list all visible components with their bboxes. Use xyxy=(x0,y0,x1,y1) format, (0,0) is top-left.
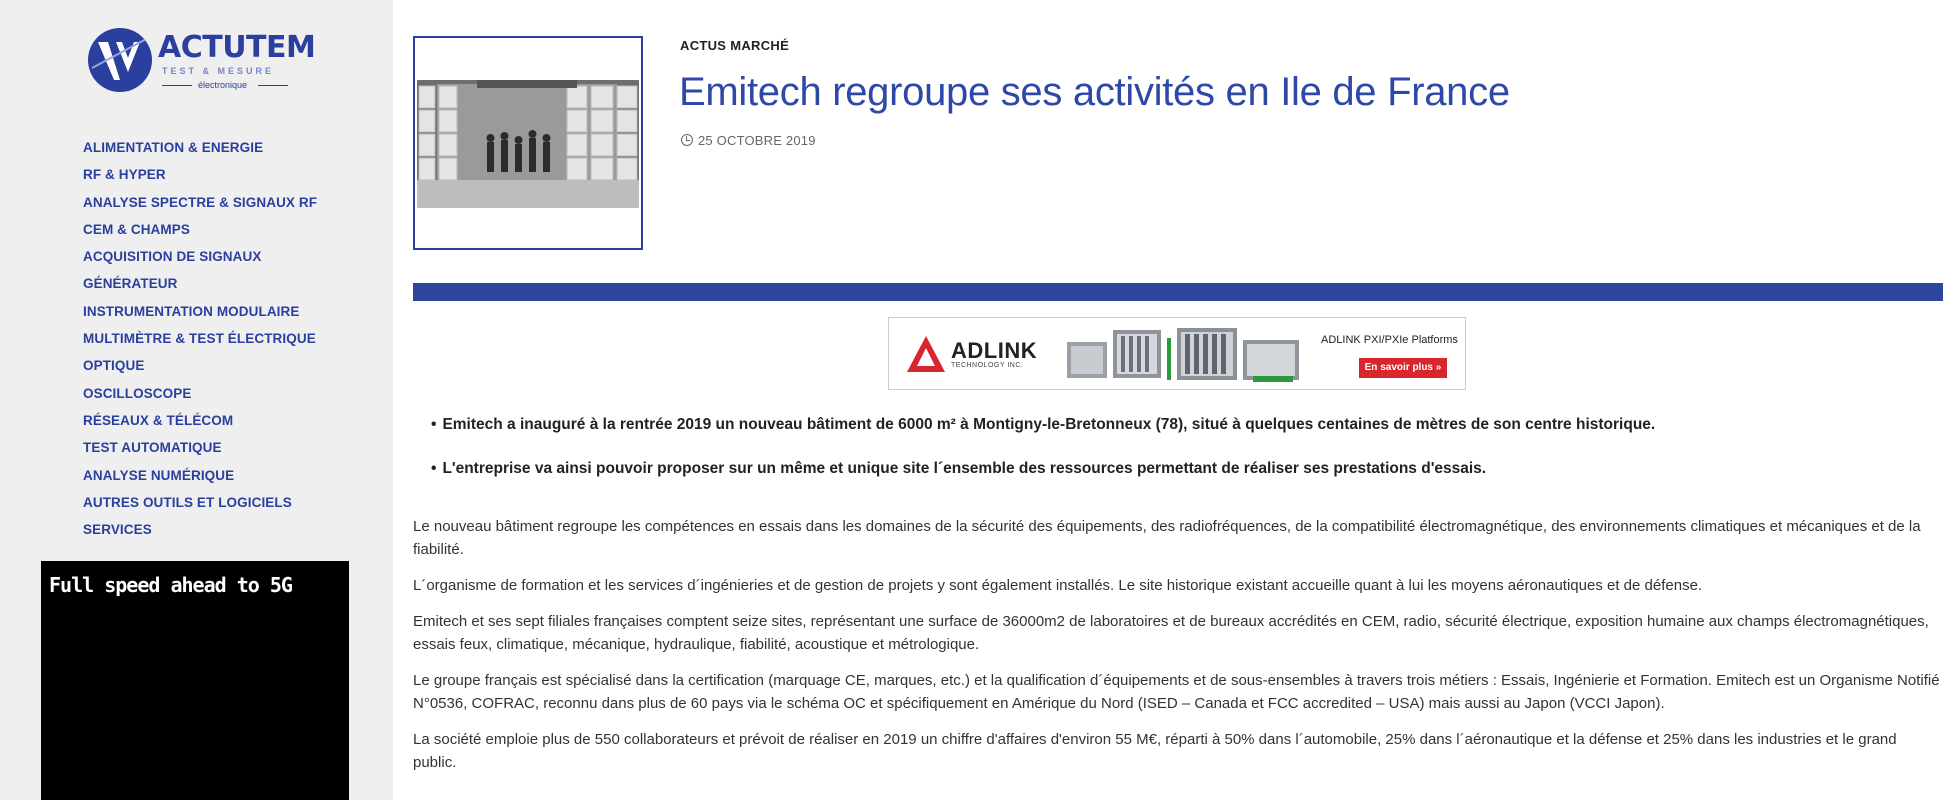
article-date-text: 25 OCTOBRE 2019 xyxy=(698,133,816,148)
section-divider-bar xyxy=(413,283,1943,301)
article-thumbnail[interactable] xyxy=(413,36,643,250)
nav-link-autres[interactable]: AUTRES OUTILS ET LOGICIELS xyxy=(83,494,292,510)
nav-link-cem-champs[interactable]: CEM & CHAMPS xyxy=(83,221,190,237)
clock-icon xyxy=(681,134,693,146)
banner-brand: ADLINK xyxy=(951,338,1038,363)
banner-tagline: ADLINK PXI/PXIe Platforms xyxy=(1321,334,1458,346)
article-paragraph: Emitech et ses sept filiales françaises comptent seize sites, représentant une surface de 36000m2 de laboratoires et de bureaux accrédités en CEM, radio, sécurité électrique, exposition humaine aux champs électromagnétiques, essais feux, climatique, mécanique, hydraulique, fiabilité, acoustique et métrologique. xyxy=(413,613,1929,653)
pxi-chassis-image xyxy=(1067,324,1307,386)
logo-sub: électronique xyxy=(198,80,248,90)
nav-link-test-auto[interactable]: TEST AUTOMATIQUE xyxy=(83,440,222,456)
nav-item xyxy=(83,216,317,243)
nav-item xyxy=(83,434,317,461)
nav-link-alimentation[interactable]: ALIMENTATION & ENERGIE xyxy=(83,140,264,155)
article-paragraph: L´organisme de formation et les services d´ingénieries et de gestion de projets y sont également installés. Le site historique existant accueille quant à lui les moyens aéronautiques et de défense. xyxy=(413,577,1703,594)
nav-item xyxy=(83,189,317,216)
nav-item xyxy=(83,489,317,516)
nav-link-optique[interactable]: OPTIQUE xyxy=(83,358,145,374)
article-paragraph: La société emploie plus de 550 collaborateurs et prévoit de réaliser en 2019 un chiffre d'affaires d'environ 55 M€, réparti à 50% dans l´automobile, 25% dans l´aéronautique et la défense et 25% dans les industries et le grand public. xyxy=(413,731,1897,771)
banner-brand-sub: TECHNOLOGY INC. xyxy=(951,362,1024,369)
article-paragraph: Le nouveau bâtiment regroupe les compétences en essais dans les domaines de la sécurité des équipements, des radiofréquences, de la compatibilité électromagnétique, des environnements climatiques et mécaniques et de la fiabilité. xyxy=(413,518,1921,558)
logo-line-left xyxy=(162,85,192,86)
nav-link-instrumentation[interactable]: INSTRUMENTATION MODULAIRE xyxy=(83,303,300,319)
sidebar xyxy=(0,0,393,800)
nav-link-analyse-spectre[interactable]: ANALYSE SPECTRE & SIGNAUX RF xyxy=(83,194,318,210)
article-category[interactable]: ACTUS MARCHÉ xyxy=(680,38,790,53)
nav-item xyxy=(83,134,317,161)
highlight-item: • L'entreprise va ainsi pouvoir proposer sur un même et unique site l´ensemble des ressources permettant de réaliser ses prestations d'essais. xyxy=(431,460,1921,504)
nav-item xyxy=(83,407,317,434)
adlink-logo-icon xyxy=(905,334,947,374)
nav-item xyxy=(83,352,317,379)
highlight-item: • Emitech a inauguré à la rentrée 2019 un nouveau bâtiment de 6000 m² à Montigny-le-Bretonneux (78), situé à quelques centaines de mètres de son centre historique. xyxy=(431,416,1921,460)
nav-item xyxy=(83,270,317,297)
logo-line-right xyxy=(258,85,288,86)
nav-item xyxy=(83,325,317,352)
adlink-banner-ad[interactable] xyxy=(888,317,1466,390)
nav-link-reseaux[interactable]: RÉSEAUX & TÉLÉCOM xyxy=(83,412,234,428)
article-title: Emitech regroupe ses activités en Ile de France xyxy=(679,70,1510,114)
category-nav xyxy=(83,134,317,543)
nav-item xyxy=(83,161,317,188)
nav-item xyxy=(83,516,317,543)
nav-link-rf-hyper[interactable]: RF & HYPER xyxy=(83,167,166,183)
nav-link-oscilloscope[interactable]: OSCILLOSCOPE xyxy=(83,385,192,401)
sidebar-ad-title: Full speed ahead to 5G xyxy=(49,573,292,597)
nav-link-multimetre[interactable]: MULTIMÈTRE & TEST ÉLECTRIQUE xyxy=(83,331,316,347)
nav-link-acquisition[interactable]: ACQUISITION DE SIGNAUX xyxy=(83,249,262,265)
article-paragraph: Le groupe français est spécialisé dans la certification (marquage CE, marques, etc.) et la qualification d´équipements et de sous-ensembles à travers trois métiers : Essais, Ingénierie et Formation. Emitech est un Organisme Notifié N°0536, COFRAC, reconnu dans plus de 60 pays via le schéma OC et spécifiquement en Amérique du Nord (ISED – Canada et FCC accredited – USA) mais aussi au Japon (VCCI Japon). xyxy=(413,672,1940,712)
logo-tagline: TEST & MESURE xyxy=(162,66,275,76)
sidebar-ad[interactable] xyxy=(41,561,349,800)
article-thumbnail-image xyxy=(417,80,639,208)
nav-item xyxy=(83,380,317,407)
article-date xyxy=(681,133,816,148)
site-logo[interactable] xyxy=(88,22,316,102)
nav-item xyxy=(83,462,317,489)
nav-link-services[interactable]: SERVICES xyxy=(83,522,152,538)
nav-item xyxy=(83,298,317,325)
logo-mark-icon xyxy=(88,28,152,92)
article-highlights xyxy=(431,416,1921,504)
nav-link-analyse-num[interactable]: ANALYSE NUMÉRIQUE xyxy=(83,467,235,483)
logo-name: ACTUTEM xyxy=(158,30,316,65)
nav-item xyxy=(83,243,317,270)
article-body xyxy=(413,515,1943,787)
nav-link-generateur[interactable]: GÉNÉRATEUR xyxy=(83,276,178,292)
banner-cta-button[interactable]: En savoir plus » xyxy=(1359,358,1447,378)
